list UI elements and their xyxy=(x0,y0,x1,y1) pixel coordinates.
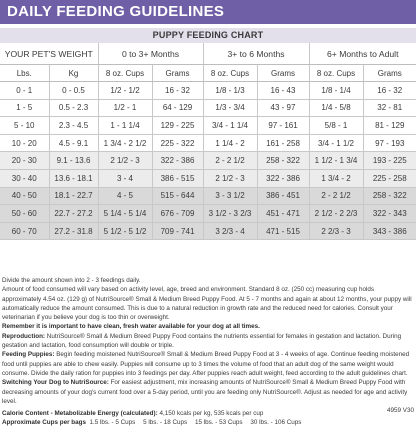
table-cell: 451 - 471 xyxy=(257,205,309,223)
cups-item: 1.5 lbs. - 5 Cups xyxy=(89,419,136,427)
cups-item: 15 lbs. - 53 Cups xyxy=(194,419,243,427)
table-cell: 60 - 70 xyxy=(0,222,49,240)
table-cell: 0 - 1 xyxy=(0,82,49,100)
table-cell: 5 1/4 - 5 1/4 xyxy=(98,205,152,223)
table-cell: 2 - 2 1/2 xyxy=(203,152,257,170)
note-cups-per-bag: Approximate Cups per bags 1.5 lbs. - 5 Cups 5 lbs. - 18 Cups 15 lbs. - 53 Cups 30 lbs. - 106 Cups xyxy=(2,419,302,427)
table-cell: 4 - 5 xyxy=(98,187,152,205)
note-water: Remember it is important to have clean, fresh water available for your dog at all times. xyxy=(2,323,260,331)
table-cell: 3/4 - 1 1/2 xyxy=(309,134,363,152)
table-cell: 1 - 1 1/4 xyxy=(98,117,152,135)
table-row xyxy=(0,187,416,205)
table-cell: 2 2/3 - 3 xyxy=(309,222,363,240)
table-cell: 386 - 451 xyxy=(257,187,309,205)
table-cell: 193 - 225 xyxy=(363,152,416,170)
table-cell: 0 - 0.5 xyxy=(49,82,98,100)
chart-title: PUPPY FEEDING CHART xyxy=(0,28,416,43)
table-cell: 3 1/2 - 3 2/3 xyxy=(203,205,257,223)
table-cell: 1/4 - 5/8 xyxy=(309,99,363,117)
table-cell: 3 - 4 xyxy=(98,169,152,187)
group-header-3-6-months: 3+ to 6 Months xyxy=(203,43,309,65)
table-cell: 9.1 - 13.6 xyxy=(49,152,98,170)
column-header: Lbs. xyxy=(0,65,49,82)
cups-item: 30 lbs. - 106 Cups xyxy=(250,419,302,427)
table-cell: 5/8 - 1 xyxy=(309,117,363,135)
table-cell: 22.7 - 27.2 xyxy=(49,205,98,223)
table-cell: 471 - 515 xyxy=(257,222,309,240)
table-cell: 5 1/2 - 5 1/2 xyxy=(98,222,152,240)
table-cell: 4.5 - 9.1 xyxy=(49,134,98,152)
note-switching: Switching Your Dog to NutriSource: For easiest adjustment, mix increasing amounts of NutriSource® Small & Medium Breed Puppy Food with decreasing amounts of your dog's current food over a 5-day period, until you are feeding only NutriSource®. Adjust as needed for age and activity level. xyxy=(2,379,408,405)
table-cell: 3 - 3 1/2 xyxy=(203,187,257,205)
table-cell: 1/3 - 3/4 xyxy=(203,99,257,117)
table-cell: 322 - 386 xyxy=(152,152,203,170)
table-cell: 3 2/3 - 4 xyxy=(203,222,257,240)
table-cell: 515 - 644 xyxy=(152,187,203,205)
table-cell: 16 - 32 xyxy=(363,82,416,100)
group-header-weight: YOUR PET'S WEIGHT xyxy=(0,43,98,65)
table-cell: 3/4 - 1 1/4 xyxy=(203,117,257,135)
column-header: Grams xyxy=(152,65,203,82)
table-cell: 5 - 10 xyxy=(0,117,49,135)
table-cell: 1/8 - 1/3 xyxy=(203,82,257,100)
table-cell: 2 1/2 - 3 xyxy=(98,152,152,170)
table-cell: 2 1/2 - 2 2/3 xyxy=(309,205,363,223)
table-cell: 97 - 193 xyxy=(363,134,416,152)
table-cell: 27.2 - 31.8 xyxy=(49,222,98,240)
table-cell: 1/8 - 1/4 xyxy=(309,82,363,100)
table-cell: 1/2 - 1 xyxy=(98,99,152,117)
table-cell: 225 - 322 xyxy=(152,134,203,152)
table-cell: 2 1/2 - 3 xyxy=(203,169,257,187)
table-cell: 386 - 515 xyxy=(152,169,203,187)
table-cell: 40 - 50 xyxy=(0,187,49,205)
table-row xyxy=(0,134,416,152)
table-cell: 30 - 40 xyxy=(0,169,49,187)
note-feeding-puppies: Feeding Puppies: Begin feeding moistened NutriSource® Small & Medium Breed Puppy Food at 3 - 4 weeks of age. Continue feeding moistened food until puppies are able to chew easily. Puppies will consume up to 3 times the volume of food that an adult dog of the same weight would consume. Divide the daily ration for puppies into 3 feedings per day. After puppies reach adult weight, feed according to the adult guidelines chart. xyxy=(2,351,410,377)
table-cell: 64 - 129 xyxy=(152,99,203,117)
table-cell: 322 - 343 xyxy=(363,205,416,223)
table-cell: 258 - 322 xyxy=(257,152,309,170)
table-cell: 43 - 97 xyxy=(257,99,309,117)
table-cell: 709 - 741 xyxy=(152,222,203,240)
table-cell: 81 - 129 xyxy=(363,117,416,135)
table-cell: 161 - 258 xyxy=(257,134,309,152)
table-cell: 50 - 60 xyxy=(0,205,49,223)
group-header-0-3-months: 0 to 3+ Months xyxy=(98,43,203,65)
table-cell: 1 1/4 - 2 xyxy=(203,134,257,152)
group-header-6-months-adult: 6+ Months to Adult xyxy=(309,43,416,65)
note-divide: Divide the amount shown into 2 - 3 feedings daily. xyxy=(2,277,141,284)
table-cell: 16 - 43 xyxy=(257,82,309,100)
page-title: DAILY FEEDING GUIDELINES xyxy=(0,0,416,24)
table-cell: 2.3 - 4.5 xyxy=(49,117,98,135)
table-cell: 2 - 2 1/2 xyxy=(309,187,363,205)
table-cell: 1 3/4 - 2 xyxy=(309,169,363,187)
table-row xyxy=(0,222,416,240)
table-body xyxy=(0,82,416,240)
table-row xyxy=(0,99,416,117)
table-row xyxy=(0,117,416,135)
table-row xyxy=(0,205,416,223)
table-cell: 1/2 - 1/2 xyxy=(98,82,152,100)
column-header: 8 oz. Cups xyxy=(203,65,257,82)
product-code: 4959 V30 xyxy=(387,407,414,414)
table-cell: 258 - 322 xyxy=(363,187,416,205)
table-cell: 225 - 258 xyxy=(363,169,416,187)
table-cell: 20 - 30 xyxy=(0,152,49,170)
column-header: Grams xyxy=(363,65,416,82)
table-row xyxy=(0,169,416,187)
table-cell: 343 - 386 xyxy=(363,222,416,240)
column-header: 8 oz. Cups xyxy=(309,65,363,82)
table-cell: 322 - 386 xyxy=(257,169,309,187)
column-header: Grams xyxy=(257,65,309,82)
sub-header-row xyxy=(0,65,416,82)
column-header: 8 oz. Cups xyxy=(98,65,152,82)
cups-item: 5 lbs. - 18 Cups xyxy=(143,419,188,427)
note-amount: Amount of food consumed will vary based on activity level, age, breed and environment. Standard 8 oz. (250 cc) measuring cup holds approximately 4.54 oz. (129 g) of NutriSource® Small & Medium Breed Puppy Food. At 5 - 7 months and again at about 12 months, your puppy will automatically reduce the amount consumed. This is due to a natural reduction in growth rate and the reduced need for calories. Consult your veterinarian if you believe your dog is too thin or overweight. xyxy=(2,286,412,322)
table-cell: 32 - 81 xyxy=(363,99,416,117)
table-cell: 16 - 32 xyxy=(152,82,203,100)
table-cell: 1 3/4 - 2 1/2 xyxy=(98,134,152,152)
puppy-feeding-table xyxy=(0,43,416,240)
table-row xyxy=(0,152,416,170)
table-cell: 18.1 - 22.7 xyxy=(49,187,98,205)
table-cell: 676 - 709 xyxy=(152,205,203,223)
column-header: Kg xyxy=(49,65,98,82)
feeding-notes xyxy=(2,276,415,428)
table-cell: 129 - 225 xyxy=(152,117,203,135)
table-cell: 1 1/2 - 1 3/4 xyxy=(309,152,363,170)
note-calorie: Calorie Content - Metabolizable Energy (calculated): 4,150 kcals per kg, 535 kcals per cup xyxy=(2,410,264,418)
table-cell: 1 - 5 xyxy=(0,99,49,117)
table-cell: 0.5 - 2.3 xyxy=(49,99,98,117)
table-cell: 13.6 - 18.1 xyxy=(49,169,98,187)
note-reproduction: Reproduction: NutriSource® Small & Medium Breed Puppy Food contains the nutrients essential for females in gestation and lactation. During gestation and lactation, food consumption will double or triple. xyxy=(2,332,402,350)
table-cell: 10 - 20 xyxy=(0,134,49,152)
group-header-row xyxy=(0,43,416,65)
table-row xyxy=(0,82,416,100)
table-cell: 97 - 161 xyxy=(257,117,309,135)
